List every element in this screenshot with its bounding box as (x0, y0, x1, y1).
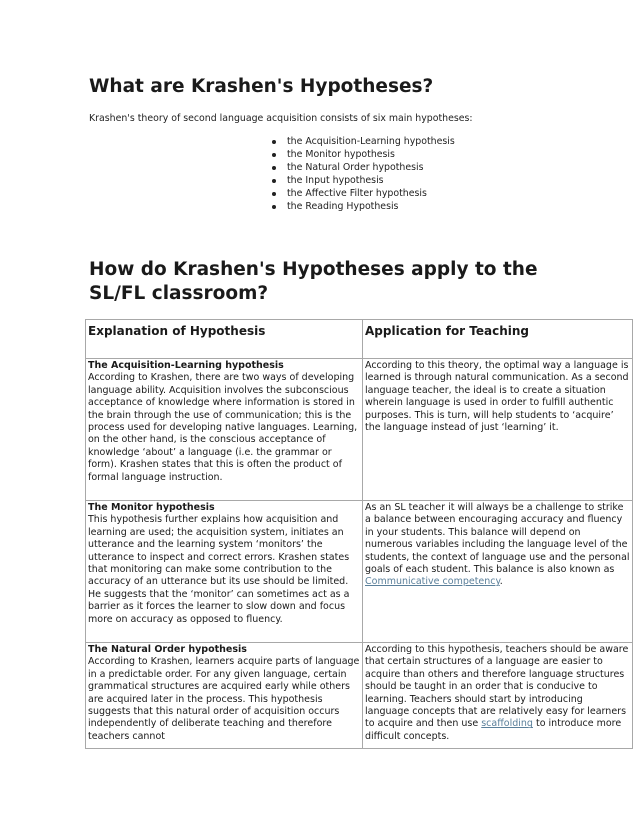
hypothesis-title: The Acquisition-Learning hypothesis (88, 360, 284, 371)
explanation-cell (86, 359, 363, 501)
header-explanation: Explanation of Hypothesis (86, 320, 363, 359)
hypothesis-title: The Monitor hypothesis (88, 502, 215, 513)
explanation-cell (86, 501, 363, 643)
list-item: the Affective Filter hypothesis (270, 188, 455, 201)
explanation-text: This hypothesis further explains how acquisition and learning are used; the acquisition system, initiates an utterance and the learning system ‘monitors’ the utterance to inspect and correct errors. Krashen states that monitoring can make some contribution to the accuracy of an utterance but its use should be limited. He suggests that the ‘monitor’ can sometimes act as a barrier as it forces the learner to slow down and focus more on accuracy as opposed to fluency. (88, 514, 350, 625)
hypothesis-title: The Natural Order hypothesis (88, 644, 247, 655)
explanation-cell (86, 643, 363, 749)
application-cell (363, 501, 633, 643)
table-row (86, 643, 633, 749)
header-application: Application for Teaching (363, 320, 633, 359)
application-text: According to this theory, the optimal way a language is learned is through natural communication. As a second language teacher, the ideal is to create a situation wherein language is used in order to fulfill authentic purposes. This is turn, will help students to ‘acquire’ the language instead of just ‘learning’ it. (365, 360, 629, 434)
hypotheses-list (270, 136, 455, 213)
table-header-row (86, 320, 633, 359)
table-row (86, 359, 633, 501)
table-row (86, 501, 633, 643)
communicative-competency-link[interactable]: Communicative competency (365, 576, 500, 588)
application-text: As an SL teacher it will always be a challenge to strike a balance between encouraging accuracy and fluency in your students. This balance will depend on numerous variables including the language level of the students, the context of language use and the personal goals of each student. This balance is also known as (365, 502, 630, 576)
list-item: the Reading Hypothesis (270, 201, 455, 214)
hypotheses-table (85, 319, 633, 749)
application-text-end: to introduce more difficult concepts. (365, 718, 622, 742)
list-item: the Input hypothesis (270, 175, 455, 188)
intro-paragraph: Krashen's theory of second language acquisition consists of six main hypotheses: (89, 113, 473, 124)
list-item: the Natural Order hypothesis (270, 162, 455, 175)
application-cell (363, 643, 633, 749)
application-cell (363, 359, 633, 501)
section-heading-hypotheses: What are Krashen's Hypotheses? (89, 76, 434, 97)
explanation-text: According to Krashen, there are two ways of developing language ability. Acquisition involves the subconscious acceptance of knowledge where information is stored in the brain through the use of communication; this is the process used for developing native languages. Learning, on the other hand, is the conscious acceptance of knowledge ‘about’ a language (i.e. the grammar or form). Krashen states that this is often the product of formal language instruction. (88, 372, 358, 483)
scaffolding-link[interactable]: scaffolding (481, 718, 533, 730)
list-item: the Acquisition-Learning hypothesis (270, 136, 455, 149)
explanation-text: According to Krashen, learners acquire parts of language in a predictable order. For any given language, certain grammatical structures are acquired early while others are acquired later in the process. This hypothesis suggests that this natural order of acquisition occurs independently of deliberate teaching and therefore teachers cannot (88, 656, 360, 742)
section-heading-classroom: How do Krashen's Hypotheses apply to the SL/FL classroom? (89, 259, 538, 304)
application-text: According to this hypothesis, teachers should be aware that certain structures of a language are easier to acquire than others and therefore language structures should be taught in an order that is conducive to learning. Teachers should start by introducing language concepts that are relatively easy for learners to acquire and then use (365, 644, 629, 730)
list-item: the Monitor hypothesis (270, 149, 455, 162)
application-text-end: . (499, 576, 503, 588)
